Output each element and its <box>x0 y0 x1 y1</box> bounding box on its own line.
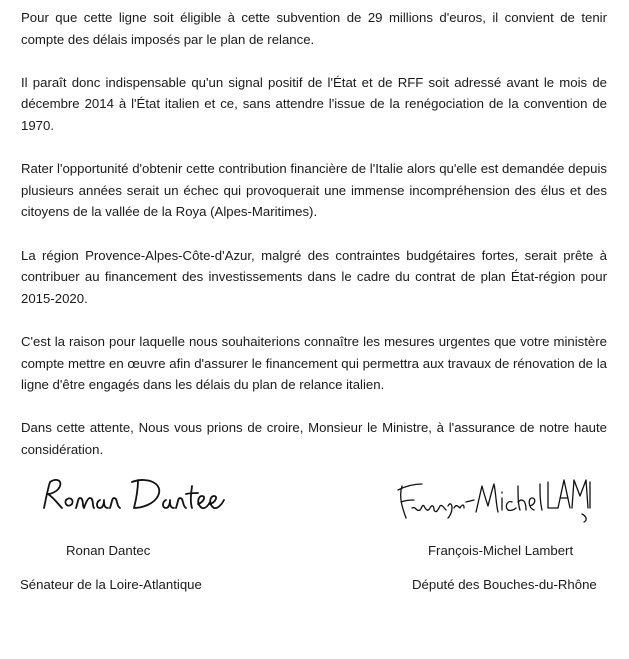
paragraph-1: Pour que cette ligne soit éligible à cette subvention de 29 millions d'euros, il convient de tenir compte des délais imposés par le plan de relance. <box>21 10 607 47</box>
handwritten-signature-dantec <box>38 468 228 518</box>
letter-body <box>21 7 607 482</box>
closing-paragraph: Dans cette attente, Nous vous prions de croire, Monsieur le Ministre, à l'assurance de notre haute considération. <box>21 420 607 457</box>
paragraph-2: Il paraît donc indispensable qu'un signal positif de l'État et de RFF soit adressé avant le mois de décembre 2014 à l'État italien et ce, sans attendre l'issue de la renégociation de la convention de 1970. <box>21 74 607 133</box>
paragraph-3: Rater l'opportunité d'obtenir cette contribution financière de l'Italie alors qu'elle est demandée depuis plusieurs années serait un échec qui provoquerait une immense incompréhension des élus et des citoyens de la vallée de la Roya (Alpes-Maritimes). <box>21 161 607 220</box>
signatory-name-dantec: Ronan Dantec <box>66 543 151 558</box>
signatory-title-dantec: Sénateur de la Loire-Atlantique <box>20 577 202 592</box>
handwritten-signature-lambert <box>392 468 592 528</box>
signatory-title-lambert: Député des Bouches-du-Rhône <box>412 577 597 592</box>
paragraph-4: La région Provence-Alpes-Côte-d'Azur, malgré des contraintes budgétaires fortes, serait prête à contribuer au financement des investissements dans le cadre du contrat de plan État-région pour 2015-2020. <box>21 247 607 306</box>
signatory-name-lambert: François-Michel Lambert <box>428 543 574 558</box>
paragraph-5: C'est la raison pour laquelle nous souhaiterions connaître les mesures urgentes que votre ministère compte mettre en œuvre afin d'assurer le financement qui permettra aux travaux de rénovation de la ligne d'être engagés dans les délais du plan de relance italien. <box>21 333 607 393</box>
